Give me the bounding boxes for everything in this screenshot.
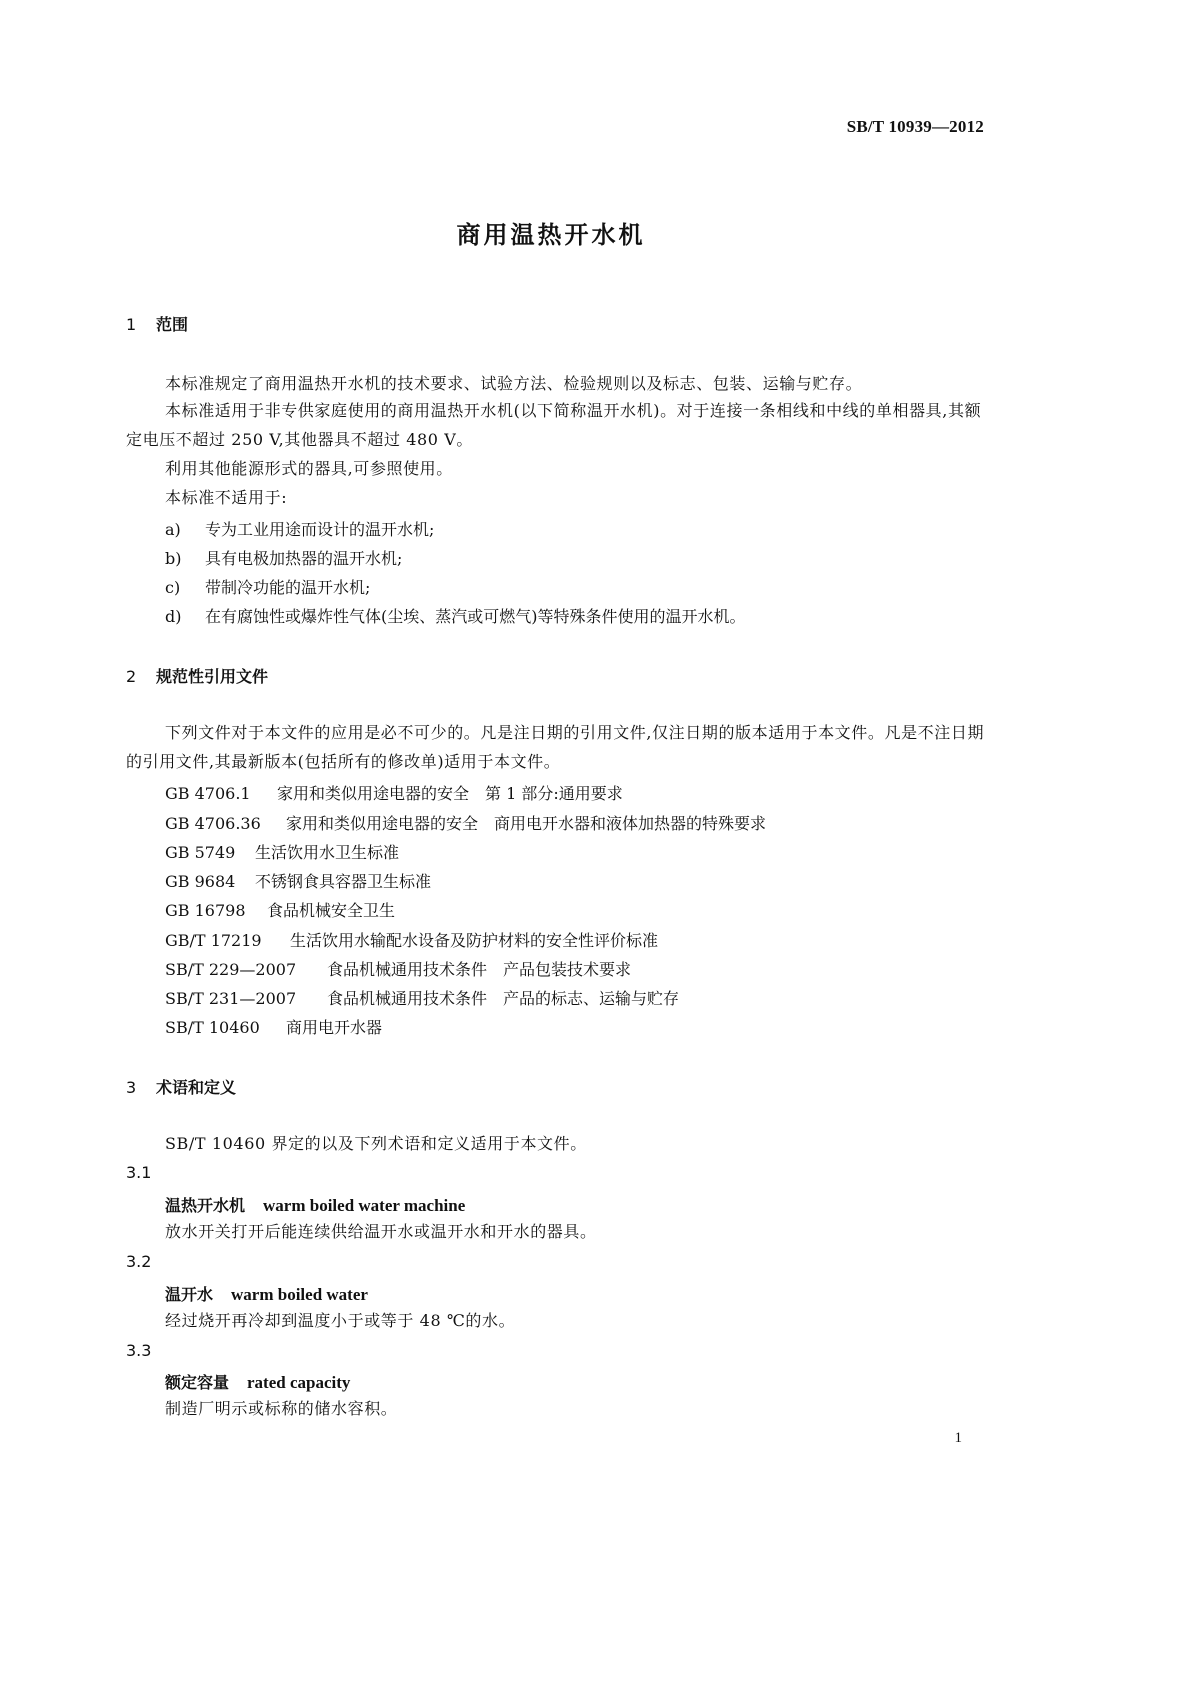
list-text: 具有电极加热器的温开水机; (205, 549, 403, 568)
reference-item (165, 898, 395, 921)
section-title: 规范性引用文件 (156, 667, 269, 686)
reference-title: 家用和类似用途电器的安全 第 1 部分:通用要求 (277, 784, 623, 803)
paragraph: SB/T 10460 界定的以及下列术语和定义适用于本文件。 (165, 1134, 587, 1153)
reference-code: GB 4706.36 (165, 814, 261, 833)
term-heading (165, 1370, 350, 1393)
reference-title: 食品机械通用技术条件 产品的标志、运输与贮存 (327, 989, 680, 1008)
section-title: 术语和定义 (156, 1078, 237, 1097)
section-number: 1 (126, 315, 137, 334)
section-title: 范围 (156, 315, 189, 334)
section-heading-3 (126, 1075, 236, 1098)
term-number: 3.2 (126, 1252, 152, 1271)
term-chinese: 额定容量 (165, 1373, 230, 1392)
reference-item (165, 986, 679, 1009)
term-number: 3.1 (126, 1163, 152, 1182)
document-title: 商用温热开水机 (456, 221, 646, 249)
reference-code: GB 9684 (165, 872, 236, 891)
section-heading-1 (126, 312, 188, 335)
section-number: 2 (126, 667, 137, 686)
list-item (165, 546, 402, 569)
reference-code: GB 4706.1 (165, 784, 251, 803)
reference-code: SB/T 10460 (165, 1018, 260, 1037)
reference-item (165, 840, 399, 863)
term-chinese: 温开水 (165, 1285, 214, 1304)
reference-item (165, 928, 658, 951)
standard-code: SB/T 10939—2012 (846, 117, 984, 136)
list-text: 专为工业用途而设计的温开水机; (205, 520, 435, 539)
reference-title: 生活饮用水卫生标准 (255, 843, 400, 862)
term-english: warm boiled water machine (263, 1196, 466, 1215)
term-heading (165, 1282, 368, 1305)
reference-code: SB/T 229—2007 (165, 960, 297, 979)
reference-code: GB 16798 (165, 901, 246, 920)
reference-item (165, 811, 766, 834)
reference-title: 家用和类似用途电器的安全 商用电开水器和液体加热器的特殊要求 (286, 814, 767, 833)
paragraph: 本标准适用于非专供家庭使用的商用温热开水机(以下简称温开水机)。对于连接一条相线和中线的单相器具,其额定电压不超过 250 V,其他器具不超过 480 V。 (126, 401, 982, 449)
list-item (165, 575, 370, 598)
list-item (165, 604, 746, 627)
reference-title: 食品机械通用技术条件 产品包装技术要求 (327, 960, 632, 979)
term-number: 3.3 (126, 1341, 152, 1360)
page-number: 1 (954, 1430, 962, 1446)
section-number: 3 (126, 1078, 137, 1097)
list-text: 带制冷功能的温开水机; (205, 578, 371, 597)
list-label: b) (165, 549, 182, 568)
reference-code: GB 5749 (165, 843, 236, 862)
reference-item (165, 957, 631, 980)
term-definition: 制造厂明示或标称的储水容积。 (165, 1399, 398, 1418)
term-english: rated capacity (247, 1373, 351, 1392)
paragraph: 本标准规定了商用温热开水机的技术要求、试验方法、检验规则以及标志、包装、运输与贮存。 (165, 374, 863, 393)
term-definition: 经过烧开再冷却到温度小于或等于 48 ℃的水。 (165, 1311, 516, 1330)
paragraph: 利用其他能源形式的器具,可参照使用。 (165, 459, 453, 478)
term-definition: 放水开关打开后能连续供给温开水或温开水和开水的器具。 (165, 1222, 597, 1241)
reference-item (165, 781, 623, 804)
list-item (165, 517, 434, 540)
paragraph: 下列文件对于本文件的应用是必不可少的。凡是注日期的引用文件,仅注日期的版本适用于本文件。凡是不注日期的引用文件,其最新版本(包括所有的修改单)适用于本文件。 (126, 723, 985, 771)
list-text: 在有腐蚀性或爆炸性气体(尘埃、蒸汽或可燃气)等特殊条件使用的温开水机。 (205, 607, 746, 626)
reference-title: 生活饮用水输配水设备及防护材料的安全性评价标准 (290, 931, 659, 950)
reference-title: 食品机械安全卫生 (267, 901, 396, 920)
paragraph: 本标准不适用于: (165, 488, 288, 507)
reference-title: 不锈钢食具容器卫生标准 (255, 872, 432, 891)
term-chinese: 温热开水机 (165, 1196, 246, 1215)
reference-code: SB/T 231—2007 (165, 989, 297, 1008)
reference-item (165, 869, 431, 892)
reference-code: GB/T 17219 (165, 931, 262, 950)
list-label: c) (165, 578, 181, 597)
term-english: warm boiled water (231, 1285, 368, 1304)
reference-item (165, 1015, 382, 1038)
list-label: d) (165, 607, 182, 626)
list-label: a) (165, 520, 181, 539)
section-heading-2 (126, 664, 268, 687)
reference-title: 商用电开水器 (286, 1018, 383, 1037)
term-heading (165, 1193, 465, 1216)
